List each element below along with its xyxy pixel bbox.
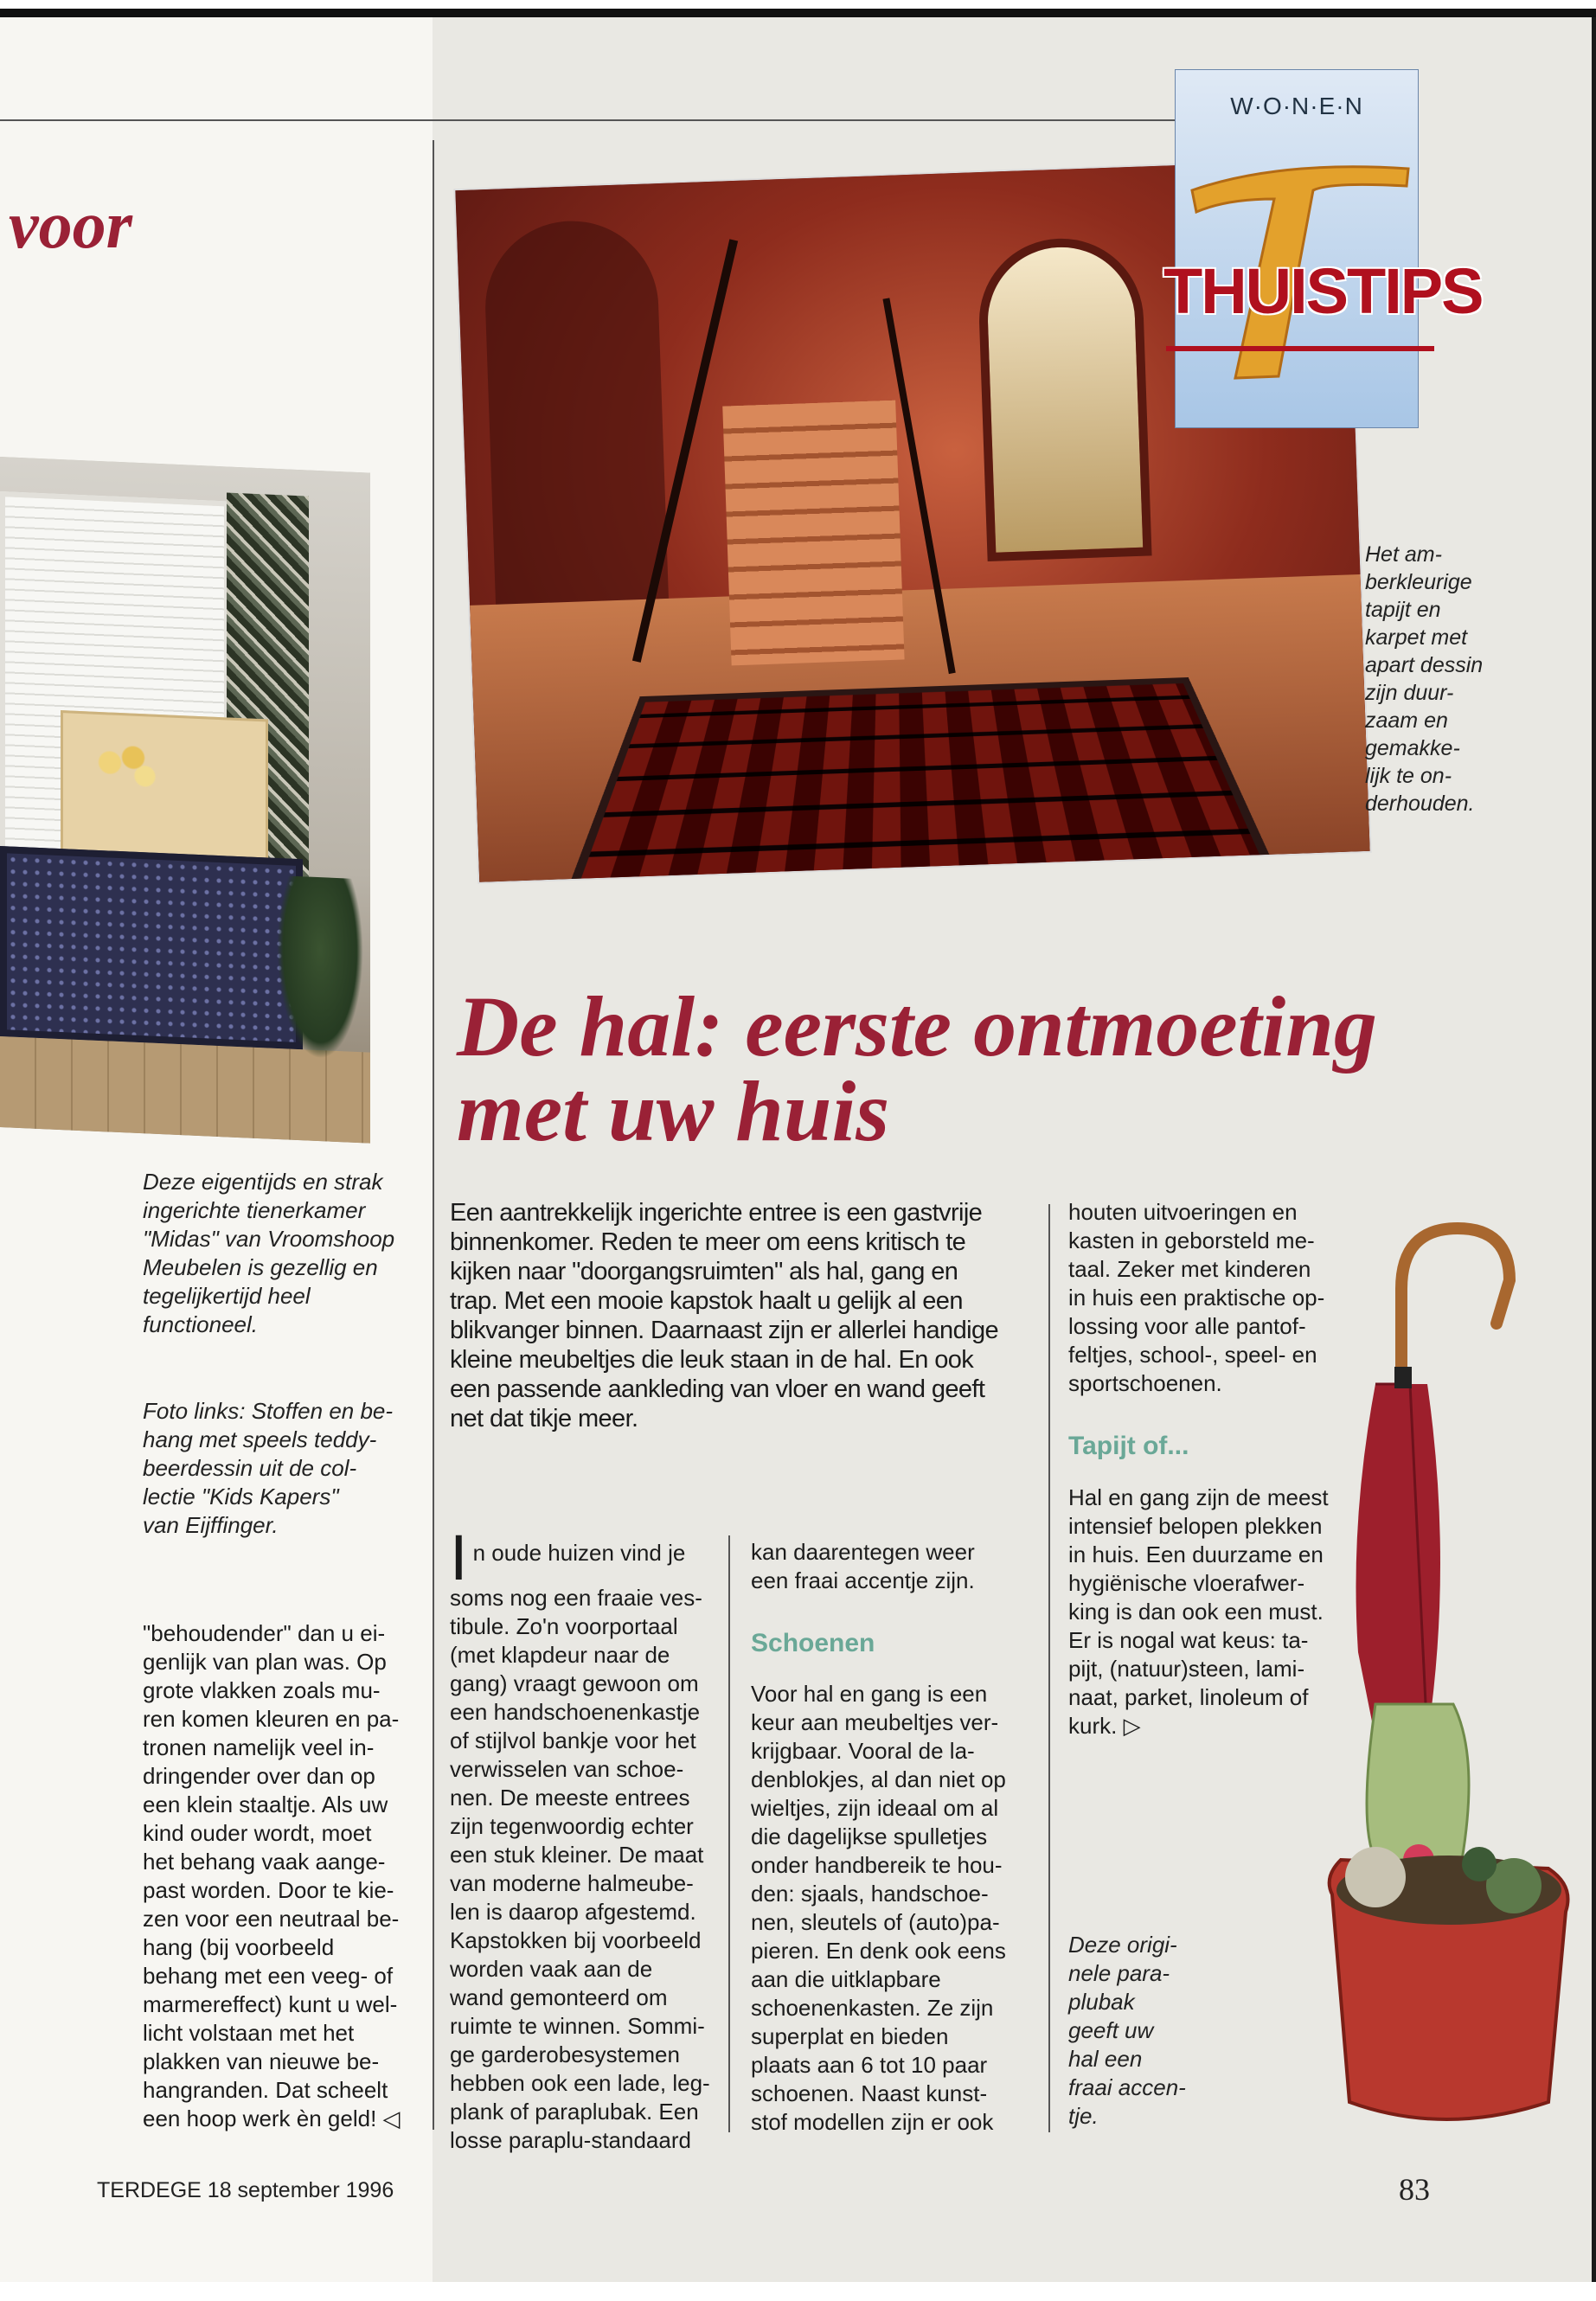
column-3-body: Hal en gang zijn de meest intensief belopen plekken in huis. Een duurzame en hygiënische vloerafwer- king is dan ook een must. Er is nogal wat keus: ta- pijt, (natuur)steen, lami- naat, parket, linoleum of kurk. ▷	[1068, 1484, 1329, 1739]
article-title-line2: met uw huis	[457, 1063, 890, 1159]
column-1-body: soms nog een fraaie ves- tibule. Zo'n voorportaal (met klapdeur naar de gang) vraagt gewoon om een handschoenenkastje of stijlvol bankje voor het verwisselen van schoe- nen. De meeste entrees zijn tegenwoordig echter een stuk kleiner. De maat van moderne halmeube- len is daarop afgestemd. Kapstokken bij voorbeeld worden vaak aan de wand gemonteerd om ruimte te winnen. Sommi- ge garderobesystemen hebben ook een lade, leg- plank of paraplubak. Een losse paraplu-standaard	[450, 1585, 710, 2153]
article-intro: Een aantrekkelijk ingerichte entree is een gastvrije binnenkomer. Reden te meer om eens kritisch te kijken naar "doorgangsruimten" als hal, gang en trap. Met een mooie kapstok haalt u gelijk al een blikvanger binnen. Daarnaast zijn er allerlei handige kleine meubeltjes die leuk staan in de hal. En ook een passende aankleding van vloer en wand geeft net dat tikje meer.	[450, 1199, 998, 1433]
column-1-first-line: n oude huizen vind je	[472, 1540, 686, 1566]
arched-doorway	[977, 236, 1152, 561]
column-rule-mid	[728, 1535, 730, 2132]
bedroom-photo	[0, 457, 370, 1144]
staircase	[722, 401, 904, 666]
plant	[277, 875, 363, 1061]
page-number: 83	[1399, 2172, 1430, 2207]
bedroom-caption: Deze eigentijds en strak ingerichte tienerkamer "Midas" van Vroomshoop Meubelen is gezellig en tegelijkertijd heel functioneel.	[143, 1169, 395, 1337]
subheading-schoenen: Schoenen	[751, 1629, 875, 1657]
article-title	[457, 978, 1377, 1159]
subheading-tapijt: Tapijt of...	[1068, 1432, 1189, 1460]
column-3-top: houten uitvoeringen en kasten in geborsteld me- taal. Zeker met kinderen in huis een praktische op- lossing voor alle pantof- feltjes, school-, speel- en sportschoenen.	[1068, 1199, 1325, 1396]
column-rule-left	[433, 140, 434, 2130]
top-border	[0, 9, 1596, 17]
column-1-text	[450, 1522, 725, 2155]
umbrella-caption: Deze origi- nele para- plubak geeft uw hal een fraai accen- tje.	[1068, 1932, 1186, 2129]
umbrella-stand-image	[1324, 1220, 1574, 2154]
article-title-line1: De hal: eerste ontmoeting	[457, 978, 1377, 1074]
fragment-title: voor	[9, 187, 132, 262]
section-label: W·O·N·E·N	[1230, 93, 1363, 119]
column-2-top: kan daarentegen weer een fraai accentje zijn.	[751, 1539, 975, 1593]
hall-photo-caption: Het am- berkleurige tapijt en karpet met apart dessin zijn duur- zaam en gemakke- lijk te on- derhouden.	[1365, 542, 1484, 816]
drop-cap: I	[450, 1522, 468, 1593]
column-2-body: Voor hal en gang is een keur aan meubeltjes ver- krijgbaar. Vooral de la- denblokjes, al dan niet op wieltjes, zijn ideaal om al die dagelijkse spulletjes onder handbereik te hou- den: sjaals, handschoe- nen, sleutels of (auto)pa- pieren. En denk ook eens aan die uitklapbare schoenenkasten. Ze zijn superplat en bieden plaats aan 6 tot 10 paar schoenen. Naast kunst- stof modellen zijn er ook	[751, 1681, 1006, 2135]
section-logo-text: THUISTIPS	[1163, 255, 1483, 327]
column-rule-right	[1048, 1204, 1050, 2132]
left-column-text: "behoudender" dan u ei- genlijk van plan was. Op grote vlakken zoals mu- ren komen kleuren en pa- tronen namelijk veel in- dringender over dan op een klein staaltje. Als uw kind ouder wordt, moet het behang vaak aange- past worden. Door te kie- zen voor een neutraal be- hang (bij voorbeeld behang met een veeg- of marmereffect) kunt u wel- licht volstaan met het plakken van nieuwe be- hangranden. Dat scheelt een hoop werk èn geld! ◁	[143, 1620, 401, 2131]
flowers	[87, 737, 164, 801]
bed	[0, 846, 303, 1049]
foto-links-caption: Foto links: Stoffen en be- hang met speels teddy- beerdessin uit de col- lectie "Kids Kapers" van Eijffinger.	[143, 1398, 394, 1538]
publication-footer: TERDEGE 18 september 1996	[97, 2178, 394, 2202]
patterned-rug	[561, 677, 1281, 882]
logo-underline	[1166, 346, 1434, 351]
